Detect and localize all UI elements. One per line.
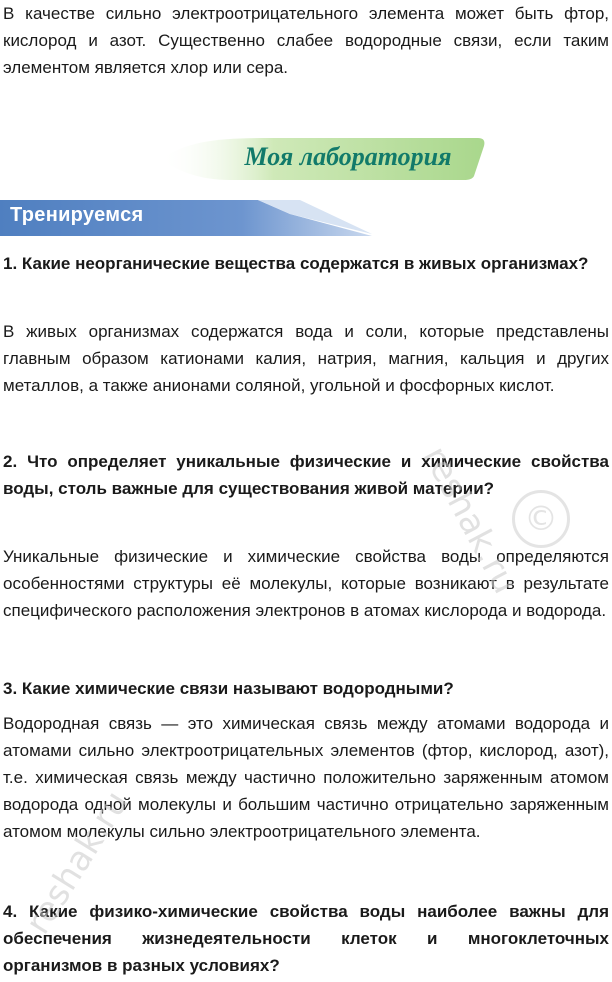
answer-2: Уникальные физические и химические свойства воды определяются особенностями структуры её молекулы, которые возникают в результате специфического расположения электронов в атомах кислорода и водорода. <box>3 547 609 620</box>
question-3: 3. Какие химические связи называют водородными? <box>3 679 454 698</box>
watermark-copyright-icon: © <box>512 490 570 548</box>
watermark-right: reshak.ru <box>414 440 526 601</box>
question-4: 4. Какие физико-химические свойства воды наиболее важны для обеспечения жизнедеятельности клеток и многоклеточных организмов в разных условиях? <box>3 902 609 975</box>
question-1: 1. Какие неорганические вещества содержатся в живых организмах? <box>3 254 589 273</box>
intro-paragraph: В качестве сильно электроотрицательного элемента может быть фтор, кислород и азот. Существенно слабее водородные связи, если таким элементом является хлор или сера. <box>3 4 609 77</box>
answer-3: Водородная связь — это химическая связь между атомами водорода и атомами сильно электроотрицательных элементов (фтор, кислород, азот), т.е. химическая связь между частично положительно заряженным атомом водорода одной молекулы и большим частично отрицательно заряженным атомом молекулы сильно электроотрицательного элемента. <box>3 714 609 841</box>
question-2: 2. Что определяет уникальные физические и химические свойства воды, столь важные для существования живой материи? <box>3 452 609 498</box>
banner-title: Моя лаборатория <box>244 142 452 171</box>
lab-banner <box>160 136 486 182</box>
section-title: Тренируемся <box>10 204 144 226</box>
section-header <box>0 200 372 236</box>
watermark-left: reshak.ru <box>18 784 137 942</box>
answer-1: В живых организмах содержатся вода и соли, которые представлены главным образом катионами калия, натрия, магния, кальция и других металлов, а также анионами соляной, угольной и фосфорных кислот. <box>3 322 609 395</box>
